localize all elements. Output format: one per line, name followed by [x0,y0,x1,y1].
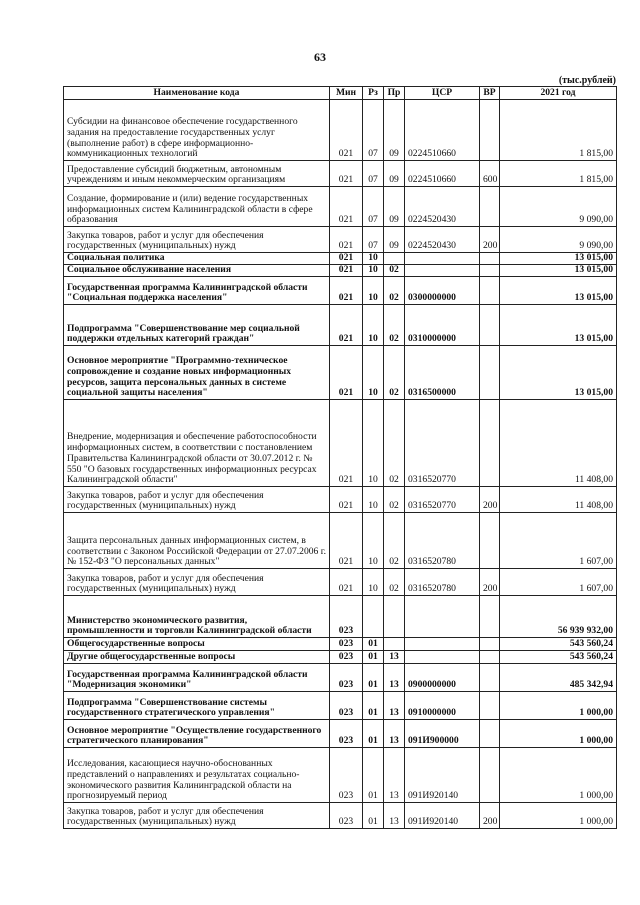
header-pr: Пр [384,87,405,100]
table-row [64,161,617,187]
cell-amount: 543 560,24 [500,651,617,664]
cell-pr: 02 [384,400,405,487]
cell-csr: 091И920140 [405,803,480,829]
cell-vr [480,265,500,277]
table-row [64,748,617,803]
cell-pr: 09 [384,227,405,253]
cell-rz: 10 [363,305,384,346]
cell-vr: 200 [480,803,500,829]
cell-pr: 02 [384,265,405,277]
table-row [64,487,617,513]
table-row [64,346,617,400]
cell-name: Закупка товаров, работ и услуг для обеспечения государственных (муниципальных) нужд [64,569,330,596]
table-row [64,227,617,253]
cell-amount: 485 342,94 [500,664,617,692]
cell-pr: 09 [384,187,405,227]
header-min: Мин [330,87,363,100]
cell-min: 023 [330,596,363,638]
cell-csr: 0310000000 [405,305,480,346]
page-number: 63 [314,50,326,64]
table-header-row [64,87,617,100]
cell-name: Защита персональных данных информационных систем, в соответствии с Законом Российской Федерации от 27.07.2006 г. № 152-ФЗ "О персональных данных" [64,513,330,569]
cell-min: 021 [330,227,363,253]
table-row [64,187,617,227]
cell-amount: 1 815,00 [500,161,617,187]
cell-amount: 1 000,00 [500,720,617,748]
cell-pr [384,638,405,651]
header-vr: ВР [480,87,500,100]
cell-amount: 13 015,00 [500,265,617,277]
cell-amount: 11 408,00 [500,487,617,513]
cell-min: 021 [330,346,363,400]
cell-pr: 02 [384,346,405,400]
cell-min: 021 [330,161,363,187]
cell-rz: 10 [363,569,384,596]
cell-pr: 13 [384,720,405,748]
cell-pr: 13 [384,664,405,692]
cell-name: Внедрение, модернизация и обеспечение работоспособности информационных систем, в соответствии с постановлением Правительства Калининградской области от 30.07.2012 г. № 550 "О базовых государственных информационных ресурсах Калининградской области" [64,400,330,487]
cell-csr: 0900000000 [405,664,480,692]
header-year: 2021 год [500,87,617,100]
cell-min: 023 [330,664,363,692]
cell-amount: 11 408,00 [500,400,617,487]
cell-name: Подпрограмма "Совершенствование системы государственного стратегического управления" [64,692,330,720]
cell-amount: 9 090,00 [500,227,617,253]
cell-vr [480,305,500,346]
cell-amount: 1 815,00 [500,100,617,161]
table-row [64,569,617,596]
cell-vr [480,720,500,748]
cell-name: Субсидии на финансовое обеспечение государственного задания на предоставление государственных услуг (выполнение работ) в сфере информационно-коммуникационных технологий [64,100,330,161]
cell-csr: 0316520770 [405,400,480,487]
table-row [64,638,617,651]
header-name: Наименование кода [64,87,330,100]
cell-csr: 091И900000 [405,720,480,748]
cell-pr [384,253,405,265]
cell-vr [480,513,500,569]
cell-pr: 09 [384,161,405,187]
cell-vr [480,638,500,651]
header-csr: ЦСР [405,87,480,100]
cell-rz: 01 [363,692,384,720]
cell-min: 023 [330,651,363,664]
cell-name: Подпрограмма "Совершенствование мер социальной поддержки отдельных категорий граждан" [64,305,330,346]
cell-pr: 02 [384,487,405,513]
cell-amount: 543 560,24 [500,638,617,651]
cell-min: 021 [330,513,363,569]
cell-pr: 13 [384,748,405,803]
header-rz: Рз [363,87,384,100]
cell-csr [405,651,480,664]
cell-csr [405,638,480,651]
cell-rz: 01 [363,720,384,748]
table-row [64,265,617,277]
cell-pr: 09 [384,100,405,161]
cell-rz: 01 [363,638,384,651]
cell-vr [480,100,500,161]
cell-rz: 07 [363,227,384,253]
cell-rz: 07 [363,187,384,227]
cell-pr: 02 [384,513,405,569]
cell-min: 021 [330,305,363,346]
cell-name: Предоставление субсидий бюджетным, автономным учреждениям и иным некоммерческим организациям [64,161,330,187]
cell-vr: 600 [480,161,500,187]
cell-amount: 1 607,00 [500,569,617,596]
cell-name: Социальное обслуживание населения [64,265,330,277]
table-row [64,803,617,829]
cell-rz: 10 [363,513,384,569]
cell-pr: 02 [384,305,405,346]
cell-vr [480,664,500,692]
cell-name: Общегосударственные вопросы [64,638,330,651]
cell-amount: 13 015,00 [500,277,617,305]
cell-csr: 0224510660 [405,161,480,187]
cell-csr: 0224520430 [405,227,480,253]
cell-min: 023 [330,638,363,651]
cell-name: Другие общегосударственные вопросы [64,651,330,664]
table-row [64,720,617,748]
cell-vr [480,651,500,664]
cell-rz: 10 [363,277,384,305]
cell-name: Социальная политика [64,253,330,265]
cell-amount: 1 607,00 [500,513,617,569]
cell-name: Закупка товаров, работ и услуг для обеспечения государственных (муниципальных) нужд [64,803,330,829]
cell-min: 023 [330,748,363,803]
cell-rz: 07 [363,161,384,187]
cell-min: 021 [330,265,363,277]
cell-csr [405,265,480,277]
cell-vr [480,400,500,487]
cell-rz: 07 [363,100,384,161]
cell-csr: 0224520430 [405,187,480,227]
table-row [64,596,617,638]
cell-amount: 13 015,00 [500,305,617,346]
cell-vr [480,277,500,305]
cell-rz: 10 [363,253,384,265]
table-row [64,400,617,487]
cell-min: 021 [330,277,363,305]
cell-amount: 1 000,00 [500,803,617,829]
table-row [64,692,617,720]
cell-amount: 1 000,00 [500,748,617,803]
cell-pr: 13 [384,803,405,829]
table-row [64,100,617,161]
cell-rz: 01 [363,651,384,664]
cell-pr: 02 [384,569,405,596]
cell-name: Закупка товаров, работ и услуг для обеспечения государственных (муниципальных) нужд [64,487,330,513]
cell-csr [405,596,480,638]
cell-pr [384,596,405,638]
budget-table [63,86,617,829]
cell-name: Министерство экономического развития, промышленности и торговли Калининградской области [64,596,330,638]
cell-vr [480,187,500,227]
cell-min: 021 [330,569,363,596]
cell-csr: 0316520780 [405,513,480,569]
cell-amount: 9 090,00 [500,187,617,227]
table-row [64,651,617,664]
cell-pr: 02 [384,277,405,305]
cell-rz: 01 [363,803,384,829]
cell-vr [480,253,500,265]
cell-csr: 0316500000 [405,346,480,400]
cell-csr [405,253,480,265]
cell-vr [480,346,500,400]
cell-name: Закупка товаров, работ и услуг для обеспечения государственных (муниципальных) нужд [64,227,330,253]
cell-min: 023 [330,692,363,720]
cell-csr: 091И920140 [405,748,480,803]
cell-rz: 01 [363,748,384,803]
cell-amount: 56 939 932,00 [500,596,617,638]
cell-csr: 0910000000 [405,692,480,720]
cell-rz: 10 [363,346,384,400]
table-row [64,664,617,692]
cell-min: 021 [330,253,363,265]
cell-rz [363,596,384,638]
cell-amount: 13 015,00 [500,253,617,265]
cell-pr: 13 [384,692,405,720]
cell-name: Государственная программа Калининградской области "Модернизация экономики" [64,664,330,692]
cell-csr: 0316520780 [405,569,480,596]
cell-min: 023 [330,803,363,829]
cell-csr: 0300000000 [405,277,480,305]
cell-amount: 1 000,00 [500,692,617,720]
cell-rz: 10 [363,265,384,277]
table-row [64,513,617,569]
cell-vr: 200 [480,569,500,596]
cell-pr: 13 [384,651,405,664]
cell-vr [480,692,500,720]
cell-csr: 0224510660 [405,100,480,161]
cell-vr: 200 [480,227,500,253]
cell-name: Основное мероприятие "Программно-техническое сопровождение и создание новых информационных ресурсов, защита персональных данных в системе социальной защиты населения" [64,346,330,400]
cell-vr [480,596,500,638]
table-row [64,277,617,305]
units-label: (тыс.рублей) [558,75,616,86]
cell-name: Основное мероприятие "Осуществление государственного стратегического планирования" [64,720,330,748]
cell-name: Создание, формирование и (или) ведение государственных информационных систем Калининградской области в сфере образования [64,187,330,227]
cell-amount: 13 015,00 [500,346,617,400]
cell-rz: 01 [363,664,384,692]
table-row [64,253,617,265]
cell-rz: 10 [363,487,384,513]
cell-name: Государственная программа Калининградской области "Социальная поддержка населения" [64,277,330,305]
cell-min: 021 [330,100,363,161]
cell-min: 021 [330,187,363,227]
cell-csr: 0316520770 [405,487,480,513]
cell-name: Исследования, касающиеся научно-обоснованных представлений о направлениях и результатах социально-экономического развития Калининградской области на прогнозируемый период [64,748,330,803]
table-row [64,305,617,346]
cell-vr [480,748,500,803]
cell-min: 021 [330,400,363,487]
cell-rz: 10 [363,400,384,487]
cell-vr: 200 [480,487,500,513]
cell-min: 023 [330,720,363,748]
cell-min: 021 [330,487,363,513]
